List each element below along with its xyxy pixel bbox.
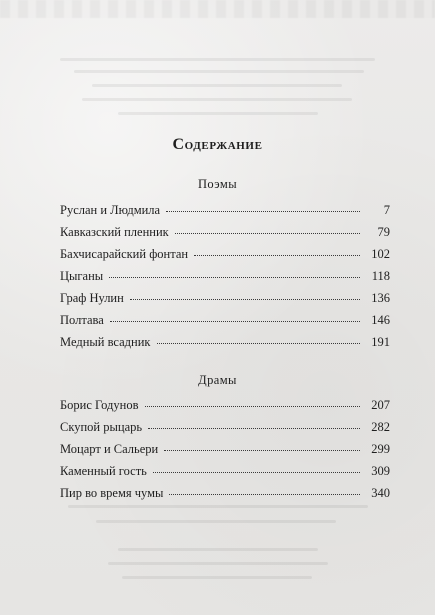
toc-item bbox=[60, 331, 390, 353]
toc-item bbox=[60, 438, 390, 460]
toc-item bbox=[60, 287, 390, 309]
dot-leader bbox=[153, 472, 360, 473]
toc-item bbox=[60, 460, 390, 482]
toc-item-label: Медный всадник bbox=[60, 335, 151, 349]
dot-leader bbox=[157, 343, 361, 344]
toc-item bbox=[60, 199, 390, 221]
toc-item-page: 340 bbox=[371, 486, 390, 500]
toc-item bbox=[60, 416, 390, 438]
dot-leader bbox=[130, 299, 360, 300]
section-title-poems: Поэмы bbox=[198, 177, 237, 191]
toc-list-dramas bbox=[60, 394, 390, 504]
toc-title: Содержание bbox=[172, 136, 263, 153]
toc-item bbox=[60, 221, 390, 243]
toc-item-page: 102 bbox=[371, 247, 390, 261]
dot-leader bbox=[110, 321, 360, 322]
toc-item bbox=[60, 482, 390, 504]
toc-item bbox=[60, 394, 390, 416]
toc-item-label: Руслан и Людмила bbox=[60, 203, 161, 217]
dot-leader bbox=[109, 277, 360, 278]
toc-item-page: 118 bbox=[371, 269, 390, 283]
toc-list-poems bbox=[60, 199, 390, 353]
toc-item-page: 7 bbox=[383, 203, 390, 217]
dot-leader bbox=[166, 211, 360, 212]
toc-item-label: Моцарт и Сальери bbox=[60, 442, 159, 456]
toc-item-page: 309 bbox=[371, 464, 390, 478]
toc-item-label: Граф Нулин bbox=[60, 291, 124, 305]
toc-item-label: Пир во время чумы bbox=[60, 486, 164, 500]
toc-item-page: 299 bbox=[371, 442, 390, 456]
toc-item-page: 146 bbox=[371, 313, 390, 327]
toc-item bbox=[60, 265, 390, 287]
toc-item-label: Кавказский пленник bbox=[60, 225, 169, 239]
toc-item-page: 282 bbox=[371, 420, 390, 434]
toc-item-label: Бахчисарайский фонтан bbox=[60, 247, 189, 261]
toc-item-page: 136 bbox=[371, 291, 390, 305]
toc-item-page: 79 bbox=[377, 225, 390, 239]
toc-item-label: Скупой рыцарь bbox=[60, 420, 143, 434]
toc-item-page: 207 bbox=[371, 398, 390, 412]
toc-item-page: 191 bbox=[371, 335, 390, 349]
toc-item bbox=[60, 243, 390, 265]
toc-item-label: Каменный гость bbox=[60, 464, 147, 478]
dot-leader bbox=[169, 494, 360, 495]
toc-item-label: Цыганы bbox=[60, 269, 104, 283]
toc-item bbox=[60, 309, 390, 331]
dot-leader bbox=[164, 450, 360, 451]
toc-item-label: Борис Годунов bbox=[60, 398, 139, 412]
dot-leader bbox=[194, 255, 360, 256]
dot-leader bbox=[175, 233, 360, 234]
section-title-dramas: Драмы bbox=[198, 373, 237, 387]
dot-leader bbox=[148, 428, 360, 429]
toc-item-label: Полтава bbox=[60, 313, 104, 327]
dot-leader bbox=[145, 406, 360, 407]
